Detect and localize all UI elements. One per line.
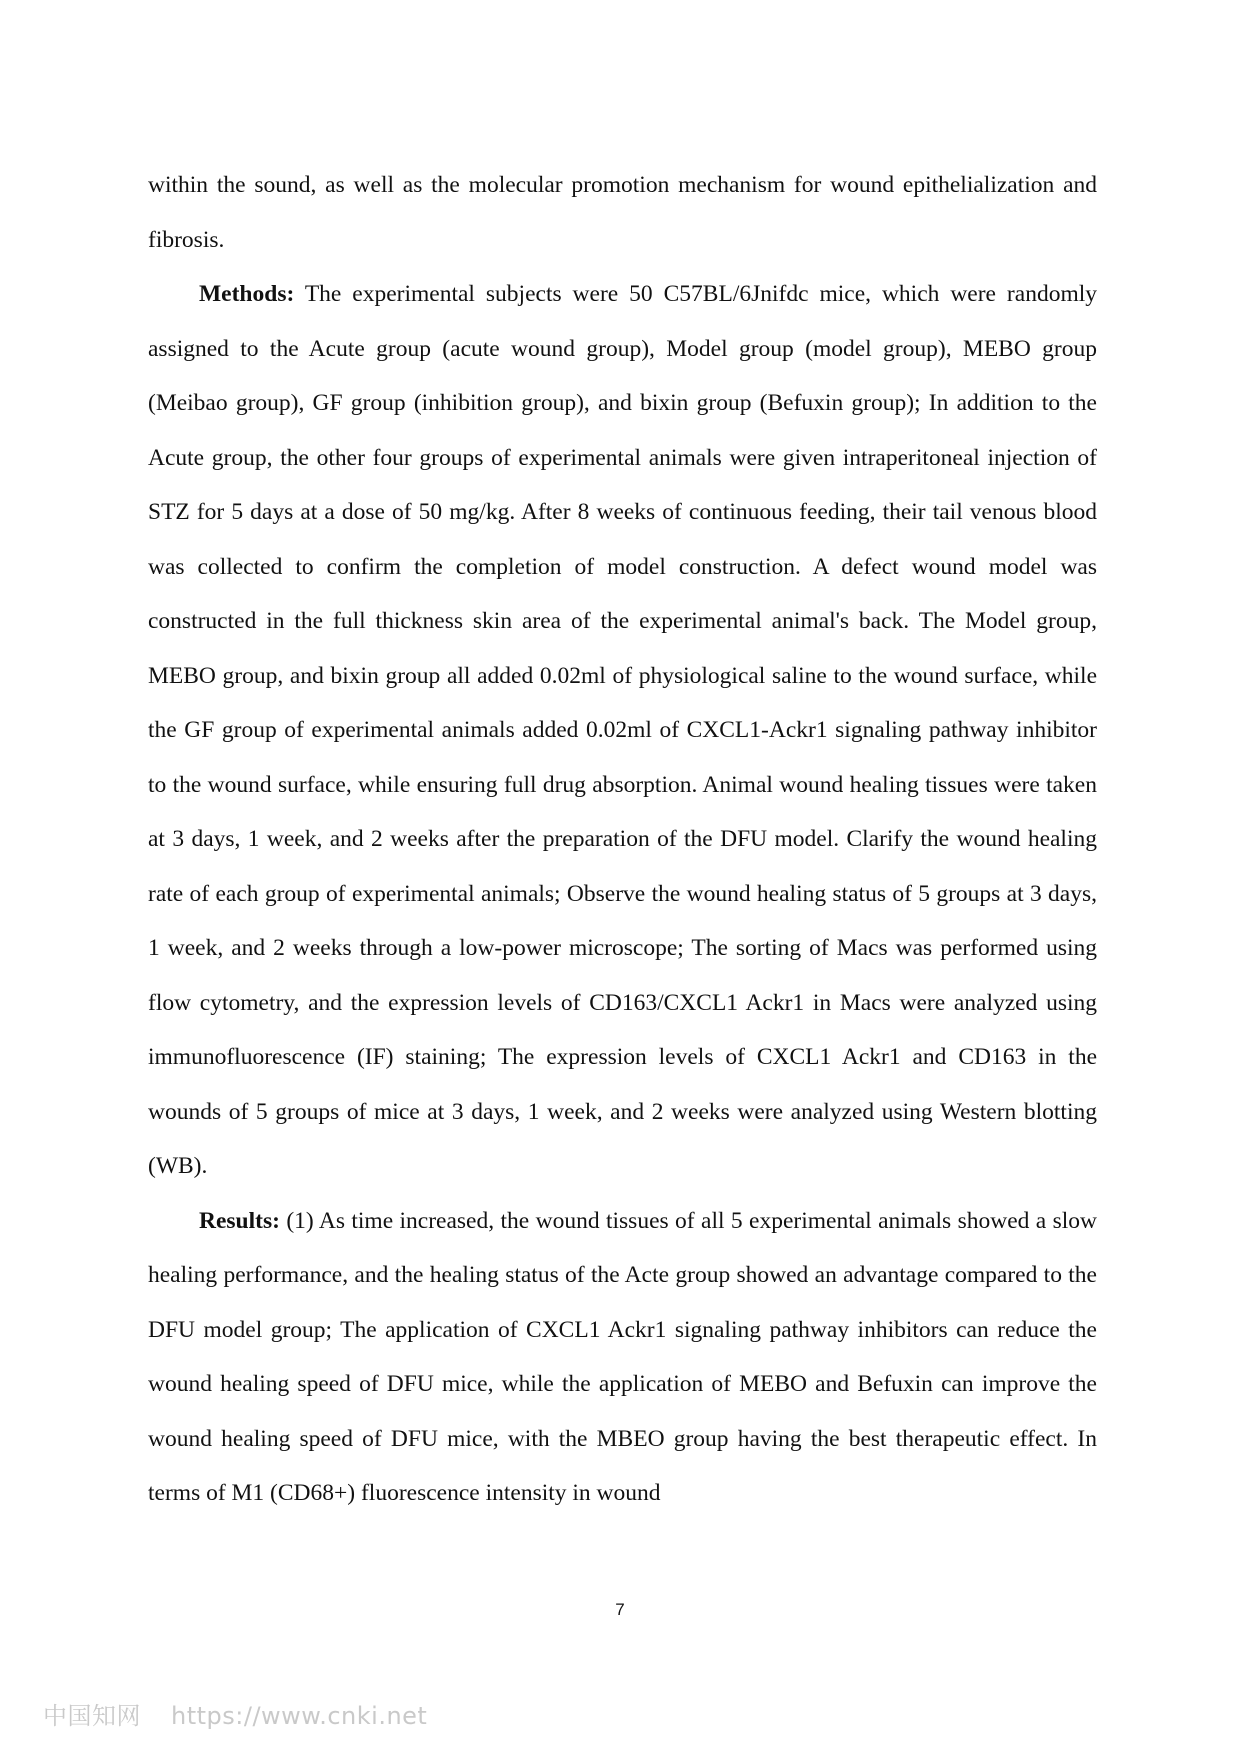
watermark-brand: 中国知网 [43, 1702, 141, 1730]
methods-label: Methods: [199, 281, 295, 307]
methods-text: The experimental subjects were 50 C57BL/6Jnifdc mice, which were randomly assigned to the Acute group (acute wound group), Model group (model group), MEBO group (Meibao group), GF group (inhibition group), and bixin group (Befuxin group); In addition to the Acute group, the other four groups of experimental animals were given intraperitoneal injection of STZ for 5 days at a dose of 50 mg/kg. After 8 weeks of continuous feeding, their tail venous blood was collected to confirm the completion of model construction. A defect wound model was constructed in the full thickness skin area of the experimental animal's back. The Model group, MEBO group, and bixin group all added 0.02ml of physiological saline to the wound surface, while the GF group of experimental animals added 0.02ml of CXCL1-Ackr1 signaling pathway inhibitor to the wound surface, while ensuring full drug absorption. Animal wound healing tissues were taken at 3 days, 1 week, and 2 weeks after the preparation of the DFU model. Clarify the wound healing rate of each group of experimental animals; Observe the wound healing status of 5 groups at 3 days, 1 week, and 2 weeks through a low-power microscope; The sorting of Macs was performed using flow cytometry, and the expression levels of CD163/CXCL1 Ackr1 in Macs were analyzed using immunofluorescence (IF) staining; The expression levels of CXCL1 Ackr1 and CD163 in the wounds of 5 groups of mice at 3 days, 1 week, and 2 weeks were analyzed using Western blotting (WB). [148, 281, 1097, 1179]
watermark [43, 1696, 427, 1731]
paragraph-continuation: within the sound, as well as the molecular promotion mechanism for wound epithelialization and fibrosis. [148, 172, 1097, 253]
results-text: (1) As time increased, the wound tissues of all 5 experimental animals showed a slow healing performance, and the healing status of the Acte group showed an advantage compared to the DFU model group; The application of CXCL1 Ackr1 signaling pathway inhibitors can reduce the wound healing speed of DFU mice, while the application of MEBO and Befuxin can improve the wound healing speed of DFU mice, with the MBEO group having the best therapeutic effect. In terms of M1 (CD68+) fluorescence intensity in wound [148, 1207, 1097, 1506]
results-paragraph [148, 1194, 1097, 1521]
page-body [148, 158, 1097, 1521]
results-label: Results: [199, 1207, 280, 1234]
methods-paragraph [148, 267, 1097, 1194]
page-number: 7 [615, 1600, 625, 1619]
watermark-url: https://www.cnki.net [171, 1702, 428, 1730]
